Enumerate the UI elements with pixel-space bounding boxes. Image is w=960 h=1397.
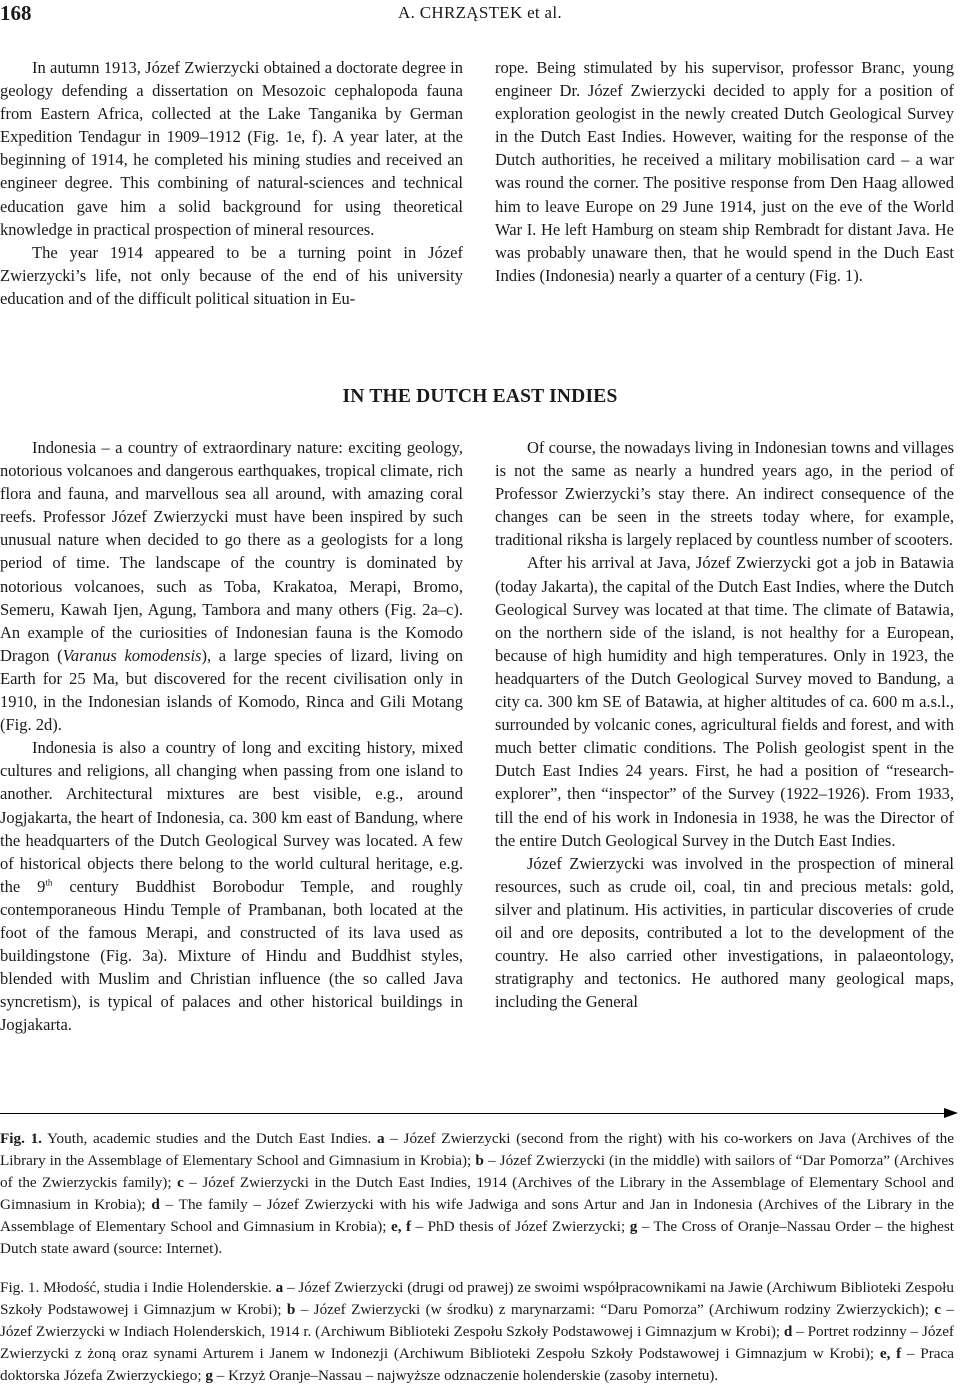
species-name: Varanus komodensis <box>62 645 202 665</box>
caption-text: – Praca doktorska Józefa Zwierzyckiego; <box>0 1345 954 1384</box>
subfigure-key: g <box>205 1367 213 1384</box>
caption-text: – Józef Zwierzycki w Indiach Holenderskich, 1914 r. (Archiwum Biblioteki Zespołu Szkoły Podstawowej i Gimnazjum w Krobi); <box>0 1301 954 1340</box>
caption-text: – The family – Józef Zwierzycki with his wife Jadwiga and sons Artur and Jan in Indonesia (Archives of the Library in the Assemblage of Elementary School and Gimnasium in Krobia); <box>0 1196 954 1235</box>
bottom-right-column <box>495 436 954 1013</box>
caption-divider <box>0 1113 946 1114</box>
subfigure-key: e, f <box>390 1218 412 1235</box>
caption-text: – Portret rodzinny – Józef Zwierzycki z żoną oraz synami Arturem i Janem w Indonezji (Archiwum Biblioteki Zespołu Szkoły Podstawowej i Gimnazjum w Krobi); <box>0 1323 954 1362</box>
running-head-authors: A. CHRZĄSTEK et al. <box>398 3 562 22</box>
figure-caption-polish <box>0 1277 954 1387</box>
subfigure-key: a <box>377 1130 385 1147</box>
top-left-column <box>0 56 463 310</box>
subfigure-key: d <box>151 1196 160 1213</box>
arrow-right-icon <box>944 1108 958 1118</box>
caption-text: – Krzyż Oranje–Nassau – najwyższe odznaczenie holenderskie (zasoby internetu). <box>212 1367 719 1384</box>
paragraph: Of course, the nowadays living in Indonesian towns and villages is not the same as nearly a hundred years ago, in the period of Professor Zwierzycki’s stay there. An indirect consequence of the changes can be seen in the streets today where, for example, traditional riksha is largely replaced by countless number of scooters. <box>495 438 954 550</box>
paragraph: Józef Zwierzycki was involved in the prospection of mineral resources, such as crude oil, coal, tin and precious metals: gold, silver and platinum. His activities, in particular discoveries of crude oil and ore deposits, contributed a lot to the development of the country. He also carried other investigations, in palaeontology, stratigraphy and tectonics. He authored many geological maps, including the General <box>495 853 954 1012</box>
caption-text: – PhD thesis of Józef Zwierzycki; <box>411 1218 630 1235</box>
caption-text: – Józef Zwierzycki (drugi od prawej) ze swoimi współpracownikami na Jawie (Archiwum Biblioteki Zespołu Szkoły Podstawowej i Gimnazjum w Krobi); <box>0 1279 954 1318</box>
caption-text: – Józef Zwierzycki in the Dutch East Indies, 1914 (Archives of the Library in the Assemblage of Elementary School and Gimnasium in Krobia); <box>0 1174 954 1213</box>
caption-text: Młodość, studia i Indie Holenderskie. <box>39 1279 276 1296</box>
running-head <box>0 0 960 30</box>
subfigure-key: g <box>629 1218 638 1235</box>
paragraph <box>0 736 463 1036</box>
top-right-column <box>495 56 954 287</box>
figure-label: Fig. 1. <box>0 1279 40 1296</box>
subfigure-key: e, f <box>879 1345 902 1362</box>
subfigure-key: a <box>275 1279 284 1296</box>
caption-text: – Józef Zwierzycki (second from the right) with his co-workers on Java (Archives of the Library in the Assemblage of Elementary School and Gimnasium in Krobia); <box>0 1130 955 1169</box>
paragraph: The year 1914 appeared to be a turning point in Józef Zwierzycki’s life, not only because of the end of his university education and of the difficult political situation in Eu- <box>0 242 463 308</box>
subfigure-key: c <box>934 1301 942 1318</box>
subfigure-key: d <box>783 1323 793 1340</box>
page-number: 168 <box>0 1 32 25</box>
ordinal-suffix: th <box>45 877 53 888</box>
subfigure-key: b <box>475 1152 484 1169</box>
paragraph: rope. Being stimulated by his supervisor, professor Branc, young engineer Dr. Józef Zwierzycki decided to apply for a position of exploration geologist in the newly created Dutch Geological Survey in the Dutch East Indies. However, waiting for the response of the Dutch authorities, he received a military mobilisation card – a war was round the corner. The positive response from Den Haag allowed him to leave Europe on 29 June 1914, just on the eve of the World War I. He left Hamburg on steam ship Rembradt for distant Java. He was probably unaware then, that he would spend in the Duch East Indies (Indonesia) nearly a quarter of a century (Fig. 1). <box>495 58 954 285</box>
figure-caption-english <box>0 1128 954 1260</box>
subfigure-key: c <box>177 1174 184 1191</box>
caption-text: – Józef Zwierzycki (w środku) z marynarzami: “Daru Pomorza” (Archiwum rodziny Zwierzyckich); <box>295 1301 935 1318</box>
section-heading: IN THE DUTCH EAST INDIES <box>342 386 618 407</box>
caption-text: – The Cross of Oranje–Nassau Order – the highest Dutch state award (source: Internet). <box>0 1218 954 1257</box>
paragraph-text: century Buddhist Borobodur Temple, and roughly contemporaneous Hindu Temple of Prambanan, both located at the foot of the famous Merapi, and constructed of its lava used as buildingstone (Fig. 3a). Mixture of Hindu and Buddhist styles, blended with Muslim and Christian influence (the so called Java syncretism), is typical of palaces and other historical buildings in Jogjakarta. <box>0 876 463 1035</box>
caption-text: Youth, academic studies and the Dutch East Indies. <box>41 1130 377 1147</box>
paragraph-text: Indonesia – a country of extraordinary nature: exciting geology, notorious volcanoes and dangerous earthquakes, tropical climate, rich flora and fauna, and marvellous sea all around, with amazing coral reefs. Professor Józef Zwierzycki must have been inspired by such unusual nature when decided to go there as a geologists for a long period of time. The landscape of the country is dominated by notorious volcanoes, such as Toba, Krakatoa, Merapi, Bromo, Semeru, Kawah Ijen, Agung, Tambora and many others (Fig. 2a–c). An example of the curiosities of Indonesian fauna is the Komodo Dragon ( <box>0 438 463 665</box>
paragraph-text: Indonesia is also a country of long and exciting history, mixed cultures and religions, all changing when passing from one island to another. Architectural mixtures are best visible, e.g., around Jogjakarta, the heart of Indonesia, ca. 300 km east of Bandung, where the headquarters of the Dutch Geological Survey was located. A few of historical objects there belong to the world cultural heritage, e.g. the 9 <box>0 738 463 896</box>
figure-label: Fig. 1. <box>0 1130 42 1147</box>
paragraph <box>0 436 463 736</box>
paragraph: In autumn 1913, Józef Zwierzycki obtained a doctorate degree in geology defending a dissertation on Mesozoic cephalopoda fauna from Eastern Africa, collected at the Lake Tanganika by German Expedition Tendagur in 1909–1912 (Fig. 1e, f). A year later, at the beginning of 1914, he completed his mining studies and received an engineer degree. This combining of natural-sciences and technical education gave him a solid background for using theoretical knowledge in practical prospection of mineral resources. <box>0 58 463 239</box>
subfigure-key: b <box>286 1301 296 1318</box>
bottom-left-column <box>0 436 463 1036</box>
caption-text: – Józef Zwierzycki (in the middle) with sailors of “Dar Pomorza” (Archives of the Zwierzyckis family); <box>0 1152 955 1191</box>
paragraph-text: ), a large species of lizard, living on Earth for 25 Ma, but discovered for the recent civilisation only in 1910, in the Indonesian islands of Komodo, Rinca and Gili Motang (Fig. 2d). <box>0 645 463 735</box>
paragraph: After his arrival at Java, Józef Zwierzycki got a job in Batawia (today Jakarta), the capital of the Dutch East Indies, where the Dutch Geological Survey was located at that time. The climate of Batawia, on the northern side of the island, is not healthy for a European, because of high humidity and high temperatures. Only in 1923, the headquarters of the Dutch Geological Survey moved to Bandung, a city ca. 300 km SE of Batawia, at higher altitudes of ca. 600 m a.s.l., surrounded by volcanic cones, agricultural fields and forest, and with much better climatic conditions. The Polish geologist spent in the Dutch East Indies 24 years. First, he had a position of “research-explorer”, then “inspector” of the Survey (1922–1926). From 1933, till the end of his work in Indonesia in 1938, he was the Director of the entire Dutch Geological Survey in the Dutch East Indies. <box>495 553 954 850</box>
